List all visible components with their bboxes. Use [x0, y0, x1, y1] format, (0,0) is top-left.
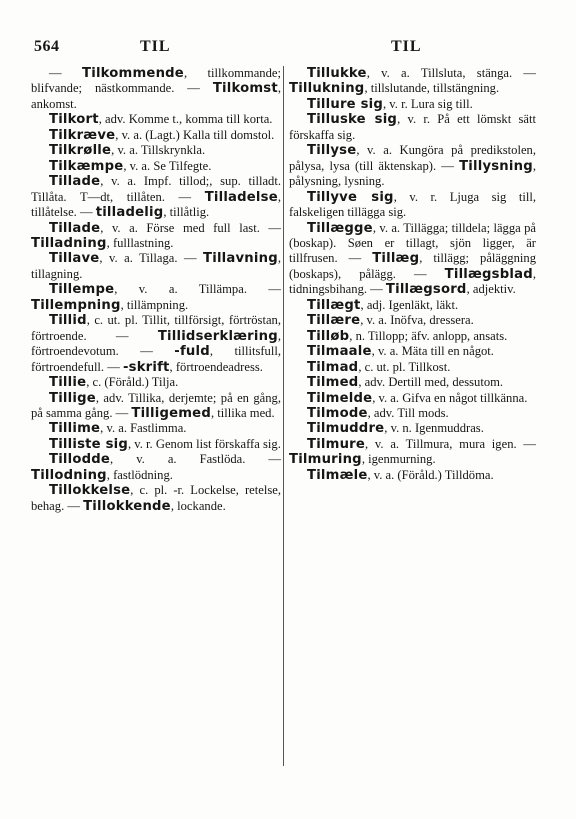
- headword: Tillodde: [49, 452, 111, 468]
- definition-text: , v. a. Tillämpa. —: [114, 282, 281, 297]
- dictionary-entry: [31, 437, 281, 452]
- dictionary-entry: [289, 221, 536, 298]
- right-column: [289, 66, 536, 483]
- definition-text: , c. ut. pl. Tillkost.: [358, 359, 451, 374]
- definition-text: , adv. Komme t., komma till korta.: [98, 112, 273, 127]
- headword: Tillidserklæring: [157, 328, 278, 344]
- left-column: [31, 66, 281, 514]
- headword: Tilladning: [31, 235, 107, 251]
- headword: Tillid: [49, 313, 87, 329]
- headword: Tilkort: [49, 112, 99, 128]
- dictionary-entry: [289, 468, 536, 483]
- definition-text: , v. a. Tillaga. —: [99, 251, 204, 266]
- headword: Tilmure: [307, 436, 366, 452]
- definition-text: , v. a. Tillägga; tilldela; lägga på (boskap). Søen er tillagt, sjön ligger, är tillfrusen. —: [289, 220, 536, 266]
- definition-text: , v. a. Impf. tillod;, sup. tilladt. Tillåta. T—dt, tillåten. —: [31, 174, 281, 204]
- dictionary-entry: [289, 112, 536, 143]
- headword: Tillokkelse: [49, 483, 131, 499]
- headword: -skrift: [122, 359, 170, 375]
- headword: Tillie: [49, 375, 87, 391]
- dictionary-entry: [31, 282, 281, 313]
- dictionary-entry: [31, 421, 281, 436]
- definition-text: , c. pl. -r. Lockelse, retelse, behag. —: [31, 483, 281, 513]
- definition-text: , tillåtlig.: [163, 205, 210, 220]
- definition-text: , n. Tillopp; äfv. anlopp, ansats.: [349, 328, 508, 343]
- dictionary-entry: [289, 66, 536, 97]
- headword: Tillæg: [372, 251, 420, 267]
- headword: Tilmaale: [307, 344, 372, 360]
- definition-text: , pålysning, lysning.: [289, 158, 536, 189]
- headword: tilladelig: [95, 205, 164, 221]
- headword: Tilkommende: [82, 66, 184, 81]
- dictionary-entry: [289, 406, 536, 421]
- guide-word-right: TIL: [391, 38, 422, 55]
- headword: Tillære: [307, 313, 361, 329]
- definition-text: , v. a. Kungöra på predikstolen, pålysa, lysa (till äktenskap). —: [289, 143, 536, 173]
- dictionary-entry: [31, 221, 281, 252]
- headword: Tillave: [49, 251, 100, 267]
- headword: Tilmuddre: [307, 421, 385, 437]
- definition-text: , v. a. Tillsluta, stänga. —: [366, 66, 536, 80]
- definition-text: , v. a. Mäta till en något.: [371, 344, 494, 359]
- definition-text: , v. a. Tillmura, mura igen. —: [365, 436, 536, 451]
- guide-word-left: TIL: [140, 38, 171, 55]
- dictionary-entry: [289, 391, 536, 406]
- definition-text: , c. ut. pl. Tillit, tillförsigt, förtröstan, förtroende. —: [31, 313, 281, 343]
- headword: Tilmelde: [307, 390, 373, 406]
- dictionary-entry: [289, 375, 536, 390]
- dictionary-entry: [289, 298, 536, 313]
- definition-text: , v. a. Tillskrynkla.: [111, 143, 206, 158]
- headword: Tillokkende: [83, 498, 171, 514]
- dictionary-entry: [31, 128, 281, 143]
- headword: Tilligemed: [131, 405, 211, 421]
- dictionary-entry: [31, 66, 281, 112]
- definition-text: , v. r. Genom list förskaffa sig.: [127, 436, 281, 451]
- dictionary-entry: [289, 329, 536, 344]
- headword: Tillægsblad: [444, 266, 533, 282]
- definition-text: , tillämpning.: [120, 297, 189, 312]
- dictionary-entry: [31, 483, 281, 514]
- headword: Tillige: [49, 390, 96, 406]
- headword: Tillyve sig: [307, 189, 394, 205]
- page-header: [34, 38, 542, 62]
- headword: Tilliste sig: [49, 436, 128, 452]
- definition-text: , igenmurning.: [361, 452, 436, 467]
- dictionary-entry: [31, 174, 281, 220]
- headword: Tilladelse: [204, 189, 278, 205]
- definition-text: , v. a. Fastlimma.: [100, 421, 187, 436]
- headword: Tillukning: [289, 81, 365, 97]
- definition-text: , c. (Föråld.) Tilja.: [86, 375, 179, 390]
- dictionary-entry: [31, 375, 281, 390]
- definition-text: , fulllastning.: [106, 235, 174, 250]
- headword: Tillukke: [307, 66, 367, 81]
- definition-text: , tidningsbihang. —: [289, 266, 536, 297]
- headword: Tillade: [49, 174, 101, 190]
- headword: Tillure sig: [307, 96, 383, 112]
- headword: Tillime: [49, 421, 101, 437]
- dictionary-entry: [289, 437, 536, 468]
- definition-text: , v. a. Fastlöda. —: [110, 452, 281, 467]
- headword: Tillægt: [307, 297, 361, 313]
- dictionary-entry: [31, 251, 281, 282]
- definition-text: , tillagning.: [31, 251, 281, 281]
- headword: Tillodning: [31, 467, 107, 483]
- definition-text: , v. r. På ett lömskt sätt förskaffa sig.: [289, 112, 536, 142]
- headword: Tilløb: [307, 328, 350, 344]
- definition-text: , tillslutande, tillstängning.: [364, 81, 500, 96]
- definition-text: , v. r. Ljuga sig till, falskeligen tillägga sig.: [289, 189, 536, 220]
- dictionary-entry: [31, 313, 281, 375]
- definition-text: , förtroendevotum. —: [31, 328, 281, 359]
- headword: Tillavning: [203, 251, 278, 267]
- definition-text: , v. a. Gifva en något tillkänna.: [372, 390, 528, 405]
- definition-text: , förtroendeadress.: [169, 359, 263, 374]
- definition-text: , v. a. Se Tilfegte.: [123, 158, 212, 173]
- definition-text: , tillika med.: [210, 405, 275, 420]
- dictionary-entry: [289, 143, 536, 189]
- headword: Tilkæmpe: [49, 158, 124, 174]
- dictionary-entry: [289, 190, 536, 221]
- definition-text: , tillitsfull, förtroendefull. —: [31, 344, 281, 374]
- definition-text: , v. a. (Lagt.) Kalla till domstol.: [115, 127, 275, 142]
- headword: Tilmad: [307, 359, 359, 375]
- dictionary-entry: [289, 344, 536, 359]
- definition-text: , adv. Till mods.: [367, 405, 449, 420]
- headword: -fuld: [174, 344, 210, 360]
- headword: Tilluske sig: [307, 112, 398, 128]
- definition-text: , ankomst.: [31, 81, 281, 111]
- dictionary-entry: [289, 421, 536, 436]
- headword: Tilkrølle: [49, 143, 112, 159]
- dictionary-entry: [31, 452, 281, 483]
- definition-text: , tillkommande; blifvande; nästkommande. —: [31, 66, 281, 96]
- dictionary-entry: [289, 313, 536, 328]
- headword: Tilkomst: [212, 81, 278, 97]
- dictionary-entry: [289, 360, 536, 375]
- headword: Tillempe: [49, 282, 115, 298]
- definition-text: , fastlödning.: [106, 467, 173, 482]
- headword: Tilmæle: [307, 467, 368, 483]
- dictionary-entry: [31, 143, 281, 158]
- definition-text: , adv. Tillika, derjemte; på en gång, på samma gång. —: [31, 390, 281, 420]
- definition-text: , adjektiv.: [466, 282, 516, 297]
- column-divider: [283, 66, 284, 766]
- definition-text: , v. a. Förse med full last. —: [100, 220, 281, 235]
- dictionary-entry: [289, 97, 536, 112]
- headword: Tilmode: [307, 405, 368, 421]
- headword: Tillysning: [459, 158, 533, 174]
- headword: Tillade: [49, 220, 101, 236]
- definition-text: —: [49, 66, 83, 80]
- definition-text: , tillägg; påläggning (boskaps), pålägg. —: [289, 251, 536, 281]
- headword: Tilmuring: [289, 452, 362, 468]
- headword: Tilmed: [307, 375, 359, 391]
- definition-text: , adj. Igenläkt, läkt.: [360, 297, 459, 312]
- headword: Tillyse: [307, 143, 357, 159]
- dictionary-entry: [31, 391, 281, 422]
- dictionary-entry: [31, 159, 281, 174]
- headword: Tillægge: [307, 220, 373, 236]
- definition-text: , lockande.: [170, 498, 226, 513]
- headword: Tillægsord: [385, 282, 467, 298]
- headword: Tilkræve: [49, 127, 116, 143]
- definition-text: , v. n. Igenmuddras.: [384, 421, 484, 436]
- definition-text: , v. a. Inöfva, dressera.: [360, 313, 474, 328]
- dictionary-entry: [31, 112, 281, 127]
- definition-text: , tillåtelse. —: [31, 189, 281, 220]
- headword: Tillempning: [31, 297, 121, 313]
- definition-text: , v. r. Lura sig till.: [383, 96, 473, 111]
- definition-text: , adv. Dertill med, dessutom.: [358, 375, 504, 390]
- page-number: 564: [34, 38, 60, 55]
- definition-text: , v. a. (Föråld.) Tilldöma.: [367, 467, 494, 482]
